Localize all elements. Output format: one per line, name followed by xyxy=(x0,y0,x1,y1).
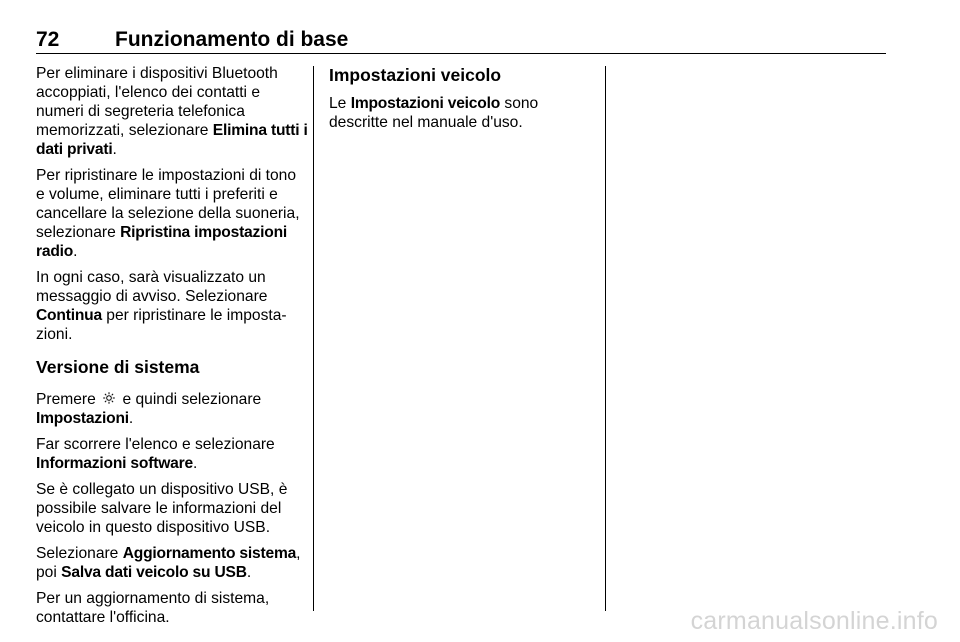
column-left xyxy=(36,64,308,634)
paragraph-text: Le xyxy=(329,95,351,112)
paragraph-reset-radio xyxy=(36,166,308,261)
section-heading-system-version: Versione di sistema xyxy=(36,357,200,377)
page-number: 72 xyxy=(36,28,60,51)
paragraph-end: . xyxy=(128,410,134,427)
paragraph-text: Per eliminare i dispositivi Bluetooth accoppiati, l'elenco dei contatti e numeri di segreteria telefonica memorizzati, selezionare xyxy=(36,65,278,139)
paragraph-text: In ogni caso, sarà visualizzato un messaggio di avviso. Selezionare xyxy=(36,269,268,305)
column-divider-1 xyxy=(313,66,314,611)
paragraph-text: , poi xyxy=(36,545,301,581)
paragraph-end: sono descritte nel manuale d'uso. xyxy=(329,95,539,131)
paragraph-warning-message xyxy=(36,268,308,344)
paragraph-text: e quindi selezionare xyxy=(122,391,262,408)
watermark: carmanualsonline.info xyxy=(690,607,938,635)
paragraph-vehicle-settings xyxy=(329,94,601,132)
paragraph-end: . xyxy=(192,455,198,472)
paragraph-end: . xyxy=(112,141,117,158)
paragraph-text: Per ripristinare le impostazioni di tono e volume, eliminare tutti i preferiti e cancellare la selezione della suoneria, selezionare xyxy=(36,167,300,241)
column-divider-2 xyxy=(605,66,606,611)
paragraph-system-update xyxy=(36,544,308,582)
page-title: Funzionamento di base xyxy=(115,28,349,51)
paragraph-text: Premere xyxy=(36,391,96,408)
menu-option-system-update: Aggiornamento sistema xyxy=(122,545,297,562)
menu-option-delete-all-private-data: Elimina tutti i dati privati xyxy=(36,122,308,158)
paragraph-delete-private-data xyxy=(36,64,308,159)
menu-option-settings: Impostazioni xyxy=(36,410,129,427)
header-rule xyxy=(36,53,886,54)
paragraph-end: . xyxy=(73,243,78,260)
paragraph-software-info xyxy=(36,435,308,473)
paragraph-contact-workshop: Per un aggiornamento di sistema, contattare l'officina. xyxy=(36,590,270,626)
menu-option-save-vehicle-data-usb: Salva dati veicolo su USB xyxy=(61,564,247,581)
paragraph-text: Far scorrere l'elenco e selezionare xyxy=(36,436,275,453)
section-heading-vehicle-settings: Impostazioni veicolo xyxy=(329,65,502,85)
column-middle xyxy=(329,64,601,139)
menu-option-vehicle-settings: Impostazioni veicolo xyxy=(350,95,501,112)
menu-option-reset-radio-settings: Ripristina impostazioni radio xyxy=(36,224,288,260)
paragraph-press-settings xyxy=(36,390,308,428)
paragraph-usb-info: Se è collegato un dispositivo USB, è possibile salvare le informazioni del veicolo in questo dispositivo USB. xyxy=(36,481,288,536)
paragraph-end: per ripristinare le impostazioni. xyxy=(36,307,287,343)
settings-icon xyxy=(102,391,116,405)
menu-option-software-information: Informazioni software xyxy=(36,455,193,472)
paragraph-text: Selezionare xyxy=(36,545,123,562)
menu-option-continue: Continua xyxy=(36,307,102,324)
paragraph-end: . xyxy=(246,564,252,581)
